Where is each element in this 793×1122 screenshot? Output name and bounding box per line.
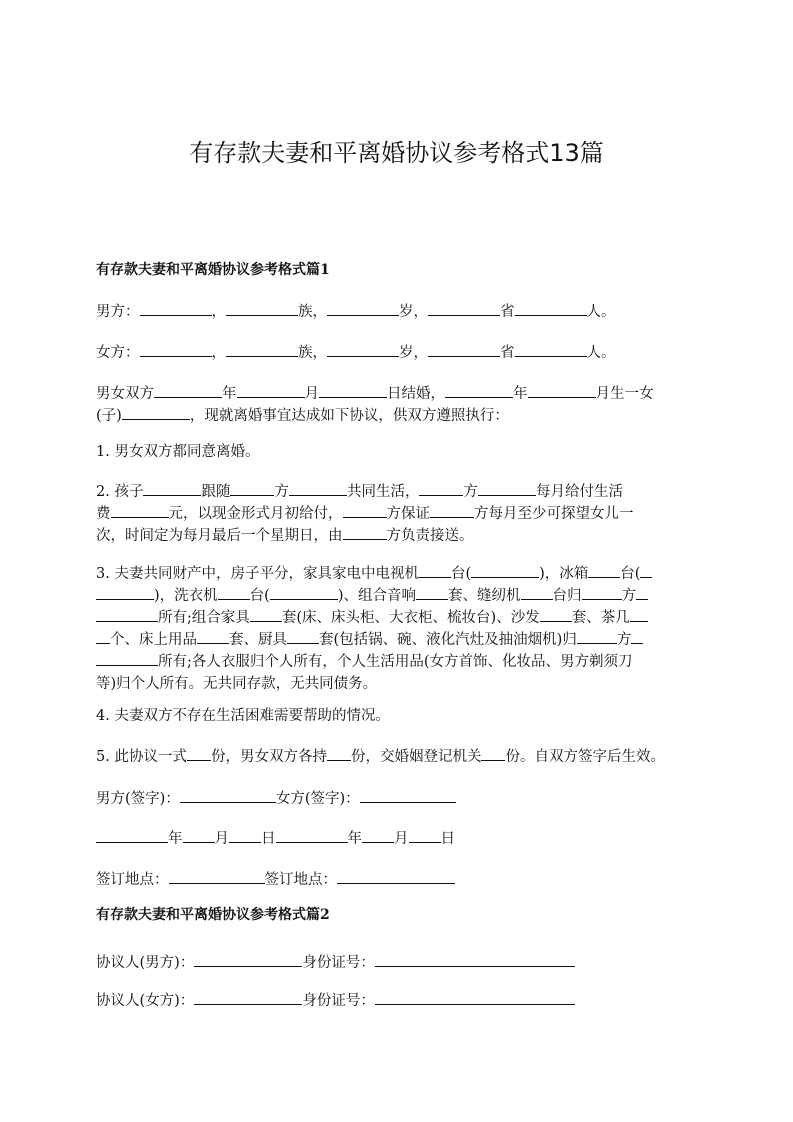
blank [327, 746, 351, 761]
day-label: 日 [261, 831, 276, 847]
blank [229, 828, 261, 843]
year-label: 年 [347, 831, 362, 847]
blank [419, 481, 463, 496]
text: 所有;组合家具 [158, 610, 250, 626]
text: 套(床、床头柜、大衣柜、梳妆台)、沙发 [281, 610, 540, 626]
text: 个、床上用品 [110, 632, 197, 648]
blank [481, 746, 505, 761]
age-label: 岁， [399, 304, 428, 320]
blank [428, 301, 500, 316]
text: 套(包括锅、碗、液化汽灶及抽油烟机)归 [319, 632, 577, 648]
text: 费 [96, 506, 111, 522]
blank [237, 383, 305, 398]
ethnic-label: 族， [298, 304, 327, 320]
blank [419, 563, 451, 578]
party-woman-label: 协议人(女方)： [96, 993, 195, 1009]
blank [471, 563, 539, 578]
text: 所有;各人衣服归个人所有，个人生活用品(女方首饰、化妆品、男方剃须刀 [158, 654, 633, 670]
blank [515, 342, 587, 357]
blank [226, 301, 298, 316]
date-line [96, 828, 698, 850]
blank [230, 481, 274, 496]
province-label: 省 [500, 304, 515, 320]
blank [362, 828, 394, 843]
blank [343, 525, 387, 540]
month-label: 月 [394, 831, 409, 847]
blank [640, 563, 652, 578]
text: 台( [620, 566, 641, 582]
id-label: 身份证号： [302, 993, 375, 1009]
blank [327, 301, 399, 316]
id-label: 身份证号： [302, 955, 375, 971]
place-line [96, 869, 698, 891]
blank [428, 342, 500, 357]
section1-heading: 有存款夫妻和平离婚协议参考格式篇1 [96, 262, 330, 278]
blank [630, 607, 648, 622]
place-field[interactable] [169, 869, 265, 884]
blank [187, 746, 211, 761]
text: 套、缝纫机 [448, 588, 521, 604]
place-label: 签订地点： [264, 872, 337, 888]
blank [140, 301, 212, 316]
party-man-field[interactable] [194, 952, 302, 967]
blank [270, 585, 338, 600]
blank [287, 629, 319, 644]
province-label: 省 [500, 345, 515, 361]
text: 方 [616, 632, 632, 648]
marriage-paragraph [96, 383, 698, 427]
separator: ， [211, 304, 226, 320]
blank [409, 828, 441, 843]
blank [445, 383, 513, 398]
blank [96, 629, 110, 644]
man-label: 男方： [96, 304, 140, 320]
text: 年 [513, 386, 528, 402]
blank [478, 481, 536, 496]
text: (子) [96, 408, 122, 424]
id-field[interactable] [375, 952, 575, 967]
blank [218, 585, 250, 600]
blank [319, 383, 387, 398]
blank [96, 828, 168, 843]
blank [528, 383, 596, 398]
woman-signature-label: 女方(签字)： [275, 791, 360, 807]
item-4: 4. 夫妻双方不存在生活困难需要帮助的情况。 [96, 708, 390, 724]
place-label: 签订地点： [96, 872, 169, 888]
party-man-line [96, 952, 698, 974]
text: 台( [450, 566, 472, 582]
man-signature-label: 男方(签字)： [96, 791, 180, 807]
woman-info-line [96, 342, 698, 364]
id-field[interactable] [375, 990, 575, 1005]
blank [636, 585, 648, 600]
text: 次，时间定为每月最后一个星期日，由 [96, 528, 343, 544]
section2-heading: 有存款夫妻和平离婚协议参考格式篇2 [96, 907, 330, 923]
person-label: 人。 [586, 345, 616, 361]
text: )，洗衣机 [154, 588, 218, 604]
text: 台归 [552, 588, 582, 604]
text: 月生一女 [595, 386, 654, 402]
blank [521, 585, 553, 600]
blank [327, 342, 399, 357]
text: 方 [274, 484, 289, 500]
text: 方 [463, 484, 478, 500]
item-5 [96, 746, 698, 768]
blank [111, 503, 169, 518]
blank [588, 563, 620, 578]
document-title: 有存款夫妻和平离婚协议参考格式13篇 [189, 139, 604, 167]
text: 跟随 [201, 484, 231, 500]
text: 套、茶几 [571, 610, 630, 626]
party-woman-line [96, 990, 698, 1012]
year-label: 年 [168, 831, 183, 847]
text: 套、厨具 [229, 632, 287, 648]
blank [631, 629, 643, 644]
text: 方负责接送。 [386, 528, 474, 544]
blank [122, 405, 190, 420]
party-woman-field[interactable] [194, 990, 302, 1005]
text: 元，以现金形式月初给付， [168, 506, 343, 522]
blank [96, 607, 158, 622]
text: 份，交婚姻登记机关 [350, 749, 482, 765]
blank [276, 828, 348, 843]
text: 方每月至少可探望女儿一 [474, 506, 634, 522]
day-label: 日 [440, 831, 455, 847]
text: 3. 夫妻共同财产中，房子平分，家具家电中电视机 [96, 566, 419, 582]
blank [289, 481, 347, 496]
signature-line [96, 788, 698, 810]
blank [343, 503, 387, 518]
text: 日结婚， [387, 386, 445, 402]
place-field[interactable] [337, 869, 455, 884]
woman-signature-field[interactable] [360, 788, 456, 803]
item-1: 1. 男女双方都同意离婚。 [96, 444, 260, 460]
text: 方 [621, 588, 637, 604]
text: 方保证 [386, 506, 430, 522]
blank [250, 607, 282, 622]
blank [96, 651, 158, 666]
text: 共同生活， [346, 484, 420, 500]
blank [430, 503, 474, 518]
ethnic-label: 族， [298, 345, 327, 361]
text: 2. 孩子 [96, 484, 144, 500]
blank [183, 828, 215, 843]
text: 台( [249, 588, 270, 604]
blank [226, 342, 298, 357]
separator: ， [211, 345, 226, 361]
blank [577, 629, 617, 644]
item-3 [96, 563, 698, 695]
blank [515, 301, 587, 316]
text: 份，男女双方各持 [210, 749, 327, 765]
month-label: 月 [214, 831, 229, 847]
blank [197, 629, 229, 644]
man-signature-field[interactable] [180, 788, 276, 803]
blank [154, 383, 222, 398]
person-label: 人。 [586, 304, 616, 320]
text: 月 [304, 386, 319, 402]
text: )、组合音响 [337, 588, 417, 604]
text: 等)归个人所有。无共同存款，无共同债务。 [96, 676, 378, 692]
age-label: 岁， [399, 345, 428, 361]
party-man-label: 协议人(男方)： [96, 955, 195, 971]
man-info-line [96, 301, 698, 323]
blank [416, 585, 448, 600]
blank [140, 342, 212, 357]
blank [143, 481, 201, 496]
woman-label: 女方： [96, 345, 140, 361]
item-2 [96, 481, 698, 547]
blank [540, 607, 572, 622]
text: 每月给付生活 [535, 484, 623, 500]
text: 年 [222, 386, 237, 402]
blank [582, 585, 622, 600]
text: )，冰箱 [539, 566, 589, 582]
text: 5. 此协议一式 [96, 749, 187, 765]
blank [96, 585, 154, 600]
text: 男女双方 [96, 386, 154, 402]
text: 份。自双方签字后生效。 [505, 749, 665, 765]
text: ，现就离婚事宜达成如下协议，供双方遵照执行： [189, 408, 509, 424]
